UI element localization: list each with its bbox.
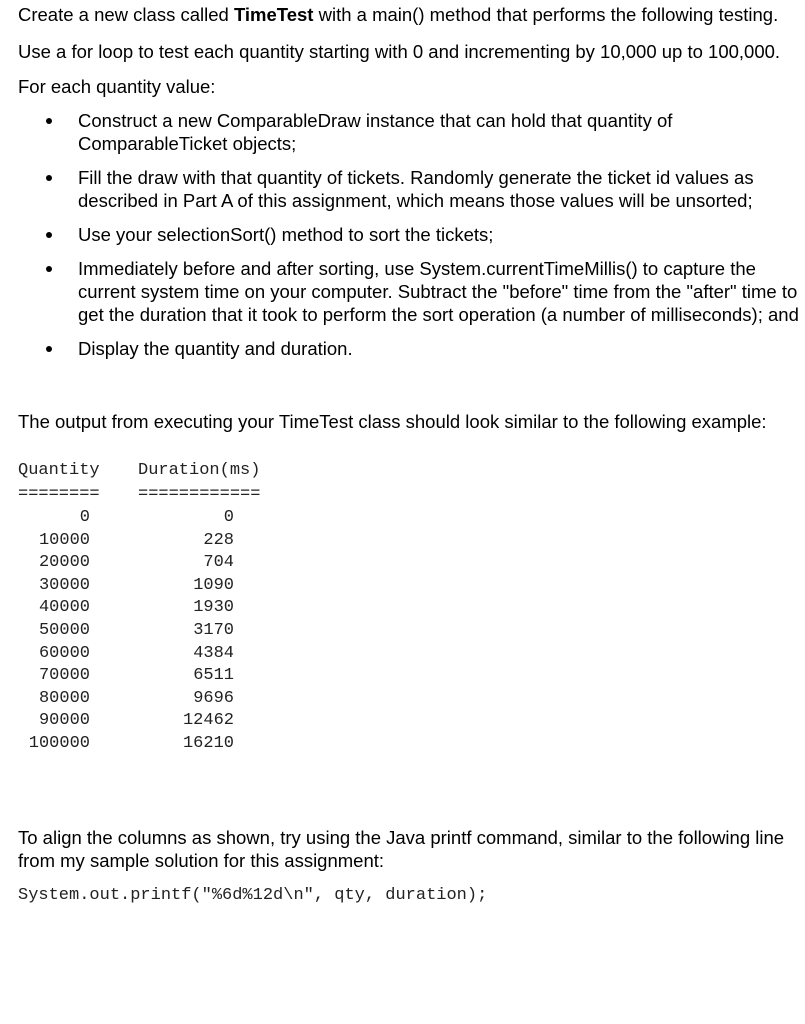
bullet-icon: [46, 346, 52, 352]
quantity-cell: 100000: [28, 733, 90, 753]
bullet-icon: [46, 232, 52, 238]
duration-cell: 12462: [182, 711, 234, 731]
list-item-text: Construct a new ComparableDraw instance that can hold that quantity of ComparableTicket objects;: [78, 110, 673, 154]
quantity-cell: 0: [79, 508, 90, 527]
quantity-cell: 70000: [38, 666, 90, 686]
align-paragraph: To align the columns as shown, try using the Java printf command, similar to the following line from my sample solution for this assignment:: [18, 826, 785, 871]
table-row: [18, 552, 284, 575]
bullet-icon: [46, 118, 52, 124]
quantity-cell: 10000: [38, 530, 90, 550]
list-item: [18, 166, 803, 212]
duration-separator: ============: [138, 484, 261, 504]
duration-cell: 3170: [193, 620, 234, 640]
quantity-cell: 20000: [38, 553, 90, 573]
duration-cell: 16210: [182, 733, 234, 753]
list-item-text: Use your selectionSort() method to sort the tickets;: [78, 224, 494, 245]
code-line: System.out.printf("%6d%12d\n", qty, duration);: [18, 885, 488, 905]
bullet-icon: [46, 175, 52, 181]
intro-text-before: Create a new class called: [18, 4, 234, 25]
list-item: [18, 337, 803, 360]
table-row: [18, 643, 284, 666]
quantity-cell: 90000: [38, 711, 90, 731]
table-row: [18, 597, 284, 620]
duration-cell: 9696: [193, 688, 234, 708]
list-item-text: Fill the draw with that quantity of tickets. Randomly generate the ticket id values as described in Part A of this assignment, which means those values will be unsorted;: [78, 167, 754, 211]
steps-list: [18, 109, 803, 360]
document-body: [18, 3, 803, 907]
duration-header: Duration(ms): [138, 460, 261, 480]
duration-cell: 704: [203, 553, 234, 573]
intro-text-after: with a main() method that performs the following testing.: [313, 4, 779, 25]
quantity-cell: 40000: [38, 598, 90, 618]
quantity-header: Quantity: [18, 460, 100, 480]
table-row: [18, 507, 284, 530]
table-header-row: [18, 459, 284, 483]
table-separator-row: [18, 483, 284, 507]
list-item: [18, 223, 803, 246]
class-name-bold: TimeTest: [233, 4, 314, 25]
bullet-icon: [46, 266, 52, 272]
intro-paragraph: [18, 3, 803, 26]
output-paragraph: The output from executing your TimeTest class should look similar to the following example:: [18, 411, 767, 432]
table-row: [18, 575, 284, 598]
quantity-cell: 30000: [38, 575, 90, 595]
table-row: [18, 665, 284, 688]
sample-output-table: [18, 459, 284, 756]
duration-cell: 228: [203, 530, 234, 550]
list-item: [18, 257, 803, 326]
table-row: [18, 620, 284, 643]
table-row: [18, 733, 284, 756]
loop-paragraph: Use a for loop to test each quantity starting with 0 and incrementing by 10,000 up to 100,000.: [18, 41, 781, 62]
table-row: [18, 530, 284, 553]
quantity-cell: 60000: [38, 643, 90, 663]
duration-cell: 1930: [193, 598, 234, 618]
quantity-cell: 80000: [38, 688, 90, 708]
list-item-text: Immediately before and after sorting, use System.currentTimeMillis() to capture the current system time on your computer. Subtract the "before" time from the "after" time to get the duration that it took to perform the sort operation (a number of milliseconds); and: [78, 258, 799, 325]
table-row: [18, 688, 284, 711]
quantity-cell: 50000: [38, 620, 90, 640]
duration-cell: 6511: [193, 666, 234, 686]
duration-cell: 0: [223, 508, 234, 527]
quantity-separator: ========: [18, 484, 100, 504]
list-item-text: Display the quantity and duration.: [78, 338, 353, 359]
duration-cell: 4384: [193, 643, 234, 663]
list-item: [18, 109, 803, 155]
duration-cell: 1090: [193, 575, 234, 595]
each-quantity-paragraph: For each quantity value:: [18, 76, 216, 97]
table-row: [18, 710, 284, 733]
